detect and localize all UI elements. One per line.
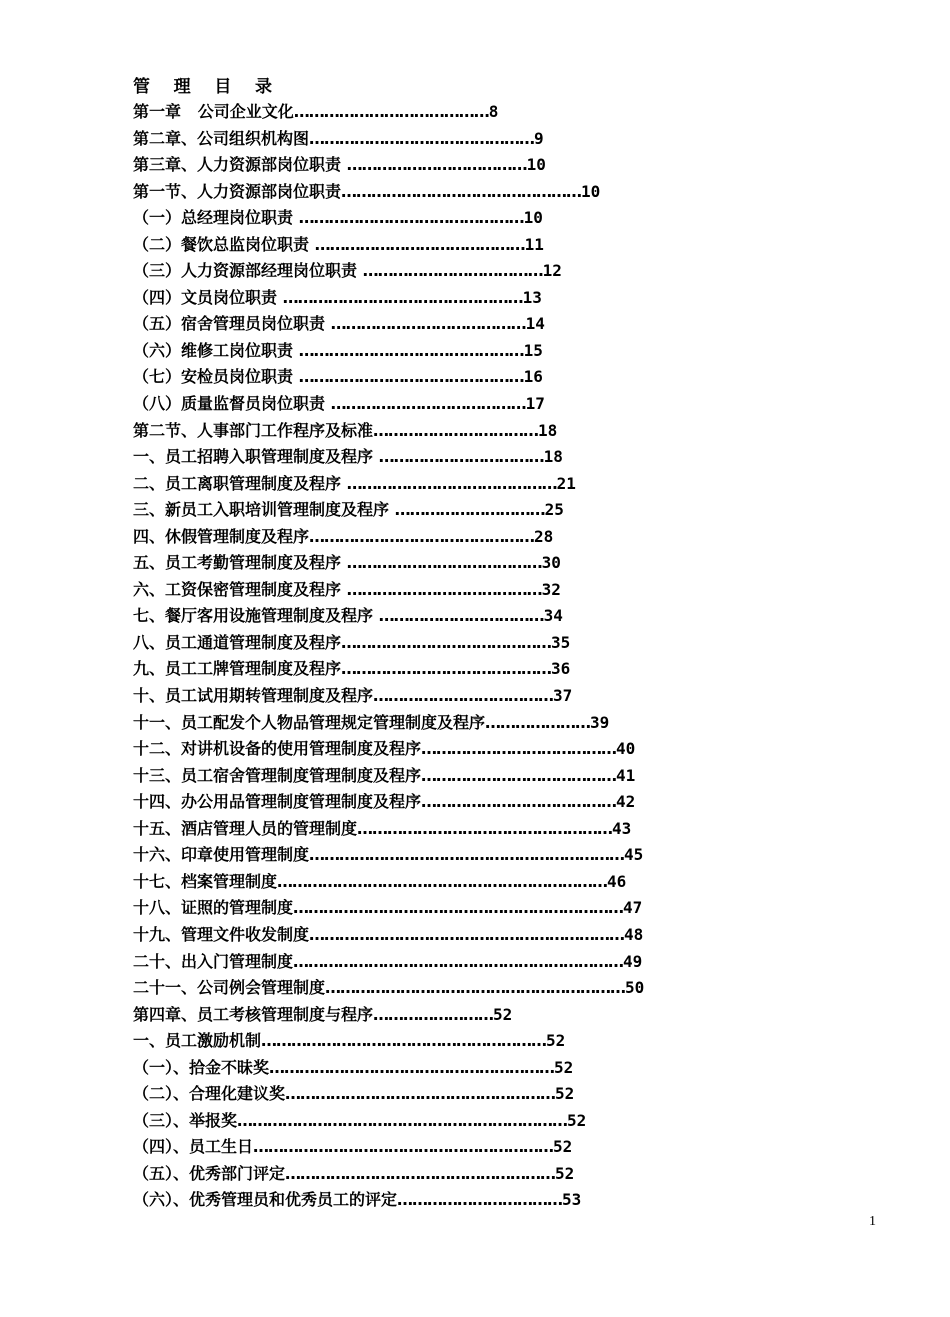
toc-entry-title: 第二节、人事部门工作程序及标准 [133,420,374,440]
toc-entry-leader: ………………… [485,712,591,732]
toc-entry-page: 52 [493,1004,513,1024]
toc-entry-page: 37 [553,686,573,706]
toc-entry-page: 40 [616,739,636,759]
toc-entry[interactable] [133,364,644,391]
toc-entry-title: 十八、证照的管理制度 [133,898,294,918]
toc-entry[interactable] [133,1055,644,1082]
toc-entry-page: 53 [562,1190,582,1210]
toc-entry-page: 13 [522,287,542,307]
toc-entry-title: （一）总经理岗位职责 [133,208,299,228]
toc-entry-page: 21 [556,473,576,493]
toc-entry[interactable] [133,577,644,604]
toc-entry-page: 47 [623,898,643,918]
toc-entry[interactable] [133,99,644,126]
toc-entry-page: 8 [488,102,499,121]
toc-entry-page: 48 [624,924,644,944]
page-number: 1 [869,1214,876,1229]
toc-entry[interactable] [133,497,644,524]
toc-entry[interactable] [133,763,644,790]
toc-entry-title: 十九、管理文件收发制度 [133,924,310,944]
toc-entry-leader: ………………………………… [330,314,526,334]
toc-entry-leader: ……………………………………… [298,208,524,228]
toc-entry-page: 39 [590,712,610,732]
toc-entry-title: 二十一、公司例会管理制度 [133,978,326,998]
toc-entry-page: 52 [546,1031,566,1051]
toc-entry-leader: ………………………………………………………… [293,951,624,971]
toc-entry-leader: …………………………… [378,447,544,467]
toc-entry-leader: ……………………………………… [309,128,535,148]
toc-entry-title: （八）质量监督员岗位职责 [133,394,331,414]
toc-entry-page: 25 [544,500,564,520]
toc-entry[interactable] [133,418,644,445]
toc-entry-title: 十六、印章使用管理制度 [133,845,310,865]
toc-entry-leader: ………………………………………… [282,287,523,307]
toc-entry-leader: …………………………… [378,606,544,626]
toc-entry-leader: ……………………………………… [309,526,535,546]
toc-entry[interactable] [133,152,644,179]
toc-entry-title: 二十、出入门管理制度 [133,951,294,971]
toc-entry-page: 43 [612,818,632,838]
toc-entry[interactable] [133,311,644,338]
toc-entry-page: 32 [541,579,561,599]
toc-entry-page: 12 [542,261,562,281]
toc-entry-leader: ………………………………………………………… [293,898,624,918]
toc-entry[interactable] [133,789,644,816]
toc-entry[interactable] [133,338,644,365]
toc-entry-page: 10 [581,181,601,201]
toc-entry-title: 第二章、公司组织机构图 [133,128,310,148]
toc-entry[interactable] [133,710,644,737]
toc-entry-title: 九、员工工牌管理制度及程序 [133,659,342,679]
toc-entry-page: 18 [543,447,563,467]
toc-entry-title: 第一章 公司企业文化 [133,102,294,121]
toc-entry-leader: ………………………………………………… [269,1057,555,1077]
toc-entry-page: 52 [567,1110,587,1130]
toc-entry-leader: …………………………… [397,1190,563,1210]
toc-entry-leader: ………………………………… [346,553,542,573]
toc-entry-page: 9 [534,128,544,148]
toc-entry-title: 七、餐厅客用设施管理制度及程序 [133,606,379,626]
toc-entry[interactable] [133,1028,644,1055]
toc-entry-leader: ……………………………… [362,261,543,281]
toc-entry-leader: ……………………………………… [298,367,524,387]
toc-entry[interactable] [133,816,644,843]
toc-entry-title: （二）餐饮总监岗位职责 [133,234,315,254]
toc-entry[interactable] [133,258,644,285]
toc-entry[interactable] [133,949,644,976]
toc-entry-title: 第三章、人力资源部岗位职责 [133,155,347,175]
toc-entry-leader: ………………………………… [421,792,617,812]
toc-entry-title: 四、休假管理制度及程序 [133,526,310,546]
toc-entry-leader: ………………………………………………………… [277,871,608,891]
toc-entry-page: 41 [616,765,636,785]
toc-entry[interactable] [133,1081,644,1108]
toc-entry-title: 十三、员工宿舍管理制度管理制度及程序 [133,765,422,785]
toc-entry-page: 45 [624,845,644,865]
toc-entry-title: 八、员工通道管理制度及程序 [133,632,342,652]
toc-entry-title: 二、员工离职管理制度及程序 [133,473,347,493]
toc-entry-title: （一）、拾金不昧奖 [133,1057,270,1077]
toc-entry-leader: …………………………………… [341,659,552,679]
toc-entry-page: 49 [623,951,643,971]
toc-entry-page: 15 [523,340,543,360]
toc-entry-leader: ……………………………………………… [285,1084,556,1104]
toc-entry-page: 52 [555,1084,575,1104]
toc-entry[interactable] [133,471,644,498]
toc-entry[interactable] [133,1134,644,1161]
toc-entry[interactable] [133,550,644,577]
toc-entry-leader: ………………………………… [330,394,526,414]
toc-entry-leader: …………………………………………… [357,818,613,838]
toc-entry[interactable] [133,285,644,312]
toc-entry[interactable] [133,869,644,896]
toc-entry[interactable] [133,683,644,710]
toc-entry-leader: ………………………………… [346,579,542,599]
toc-entry-page: 50 [625,978,645,998]
toc-entry-title: （二）、合理化建议奖 [133,1084,286,1104]
toc-entry-page: 28 [534,526,554,546]
toc-entry-leader: ……………………………… [346,155,527,175]
toc-entry-title: 十七、档案管理制度 [133,871,278,891]
toc-entry-page: 11 [524,234,544,254]
toc-entry-page: 18 [538,420,558,440]
toc-entry-title: （三）、举报奖 [133,1110,238,1130]
toc-entry-leader: ……………………………………………… [285,1163,556,1183]
toc-entry-page: 52 [554,1057,574,1077]
toc-entry-leader: ………………………………… [421,739,617,759]
toc-entry-leader: ………………………………… [293,102,489,121]
toc-entry[interactable] [133,1108,644,1135]
toc-entry[interactable] [133,922,644,949]
toc-entry[interactable] [133,1161,644,1188]
toc-entry-page: 35 [551,632,571,652]
toc-entry-leader: ………………………………… [421,765,617,785]
toc-entry-title: （五）宿舍管理员岗位职责 [133,314,331,334]
toc-entry[interactable] [133,842,644,869]
toc-entry-leader: …………………………… [373,420,539,440]
toc-entry-leader: …………………………………………………… [253,1137,554,1157]
toc-entry-title: 十五、酒店管理人员的管理制度 [133,818,358,838]
toc-entry-page: 14 [525,314,545,334]
toc-entry-title: 一、员工激励机制 [133,1031,262,1051]
toc-entry-page: 17 [525,394,545,414]
toc-entry-page: 30 [541,553,561,573]
toc-entry-leader: ………………………………………… [341,181,582,201]
toc-entry[interactable] [133,205,644,232]
toc-entry-title: 十一、员工配发个人物品管理规定管理制度及程序 [133,712,486,732]
toc-entry[interactable] [133,630,644,657]
toc-entry-leader: ……………………………… [373,686,554,706]
toc-entry[interactable] [133,1187,644,1214]
toc-entry-title: 第一节、人力资源部岗位职责 [133,181,342,201]
toc-entry[interactable] [133,895,644,922]
toc-entry-title: （四）文员岗位职责 [133,287,283,307]
toc-entry-title: （四）、员工生日 [133,1137,254,1157]
toc-entry[interactable] [133,975,644,1002]
toc-entry-page: 16 [523,367,543,387]
toc-entry-page: 52 [553,1137,573,1157]
toc-entry-title: （五）、优秀部门评定 [133,1163,286,1183]
toc-title: 管 理 目 录 [133,77,273,97]
toc-entry-leader: ………………………………………………… [261,1031,547,1051]
toc-entry-page: 10 [523,208,543,228]
toc-entry-leader: ……………………………………………………… [309,924,625,944]
toc-entry-title: （六）维修工岗位职责 [133,340,299,360]
toc-entry[interactable] [133,603,644,630]
toc-entry-page: 52 [555,1163,575,1183]
toc-entry-title: 五、员工考勤管理制度及程序 [133,553,347,573]
toc-entry-title: 第四章、员工考核管理制度与程序 [133,1004,374,1024]
toc-entry-page: 36 [551,659,571,679]
toc-entry-leader: …………………………………………………… [325,978,626,998]
toc-entry-leader: …………………………………… [346,473,557,493]
toc-entry[interactable] [133,1002,644,1029]
toc-entry-page: 46 [607,871,627,891]
toc-entry[interactable] [133,656,644,683]
toc-entry-title: 一、员工招聘入职管理制度及程序 [133,447,379,467]
toc-entry-page: 10 [526,155,546,175]
toc-entry-leader: ………………………………………………………… [237,1110,568,1130]
toc-entry-leader: …………………… [373,1004,494,1024]
toc-entry-leader: …………………………………… [314,234,525,254]
toc-entry-title: 六、工资保密管理制度及程序 [133,579,347,599]
toc-entry-title: 十四、办公用品管理制度管理制度及程序 [133,792,422,812]
toc-entry[interactable] [133,179,644,206]
toc-entry[interactable] [133,736,644,763]
toc-entry-leader: ………………………… [394,500,545,520]
toc-entry[interactable] [133,444,644,471]
toc-entry-title: （三）人力资源部经理岗位职责 [133,261,363,281]
toc-entry-leader: ……………………………………………………… [309,845,625,865]
toc-entry-title: 十二、对讲机设备的使用管理制度及程序 [133,739,422,759]
toc-entry[interactable] [133,232,644,259]
toc-entry[interactable] [133,126,644,153]
toc-entry-title: （七）安检员岗位职责 [133,367,299,387]
toc-entry[interactable] [133,524,644,551]
toc-entry-title: （六）、优秀管理员和优秀员工的评定 [133,1190,398,1210]
table-of-contents [133,99,644,1214]
toc-entry-title: 十、员工试用期转管理制度及程序 [133,686,374,706]
toc-entry[interactable] [133,391,644,418]
toc-entry-title: 三、新员工入职培训管理制度及程序 [133,500,395,520]
toc-entry-leader: ……………………………………… [298,340,524,360]
toc-entry-page: 34 [543,606,563,626]
toc-entry-leader: …………………………………… [341,632,552,652]
toc-entry-page: 42 [616,792,636,812]
